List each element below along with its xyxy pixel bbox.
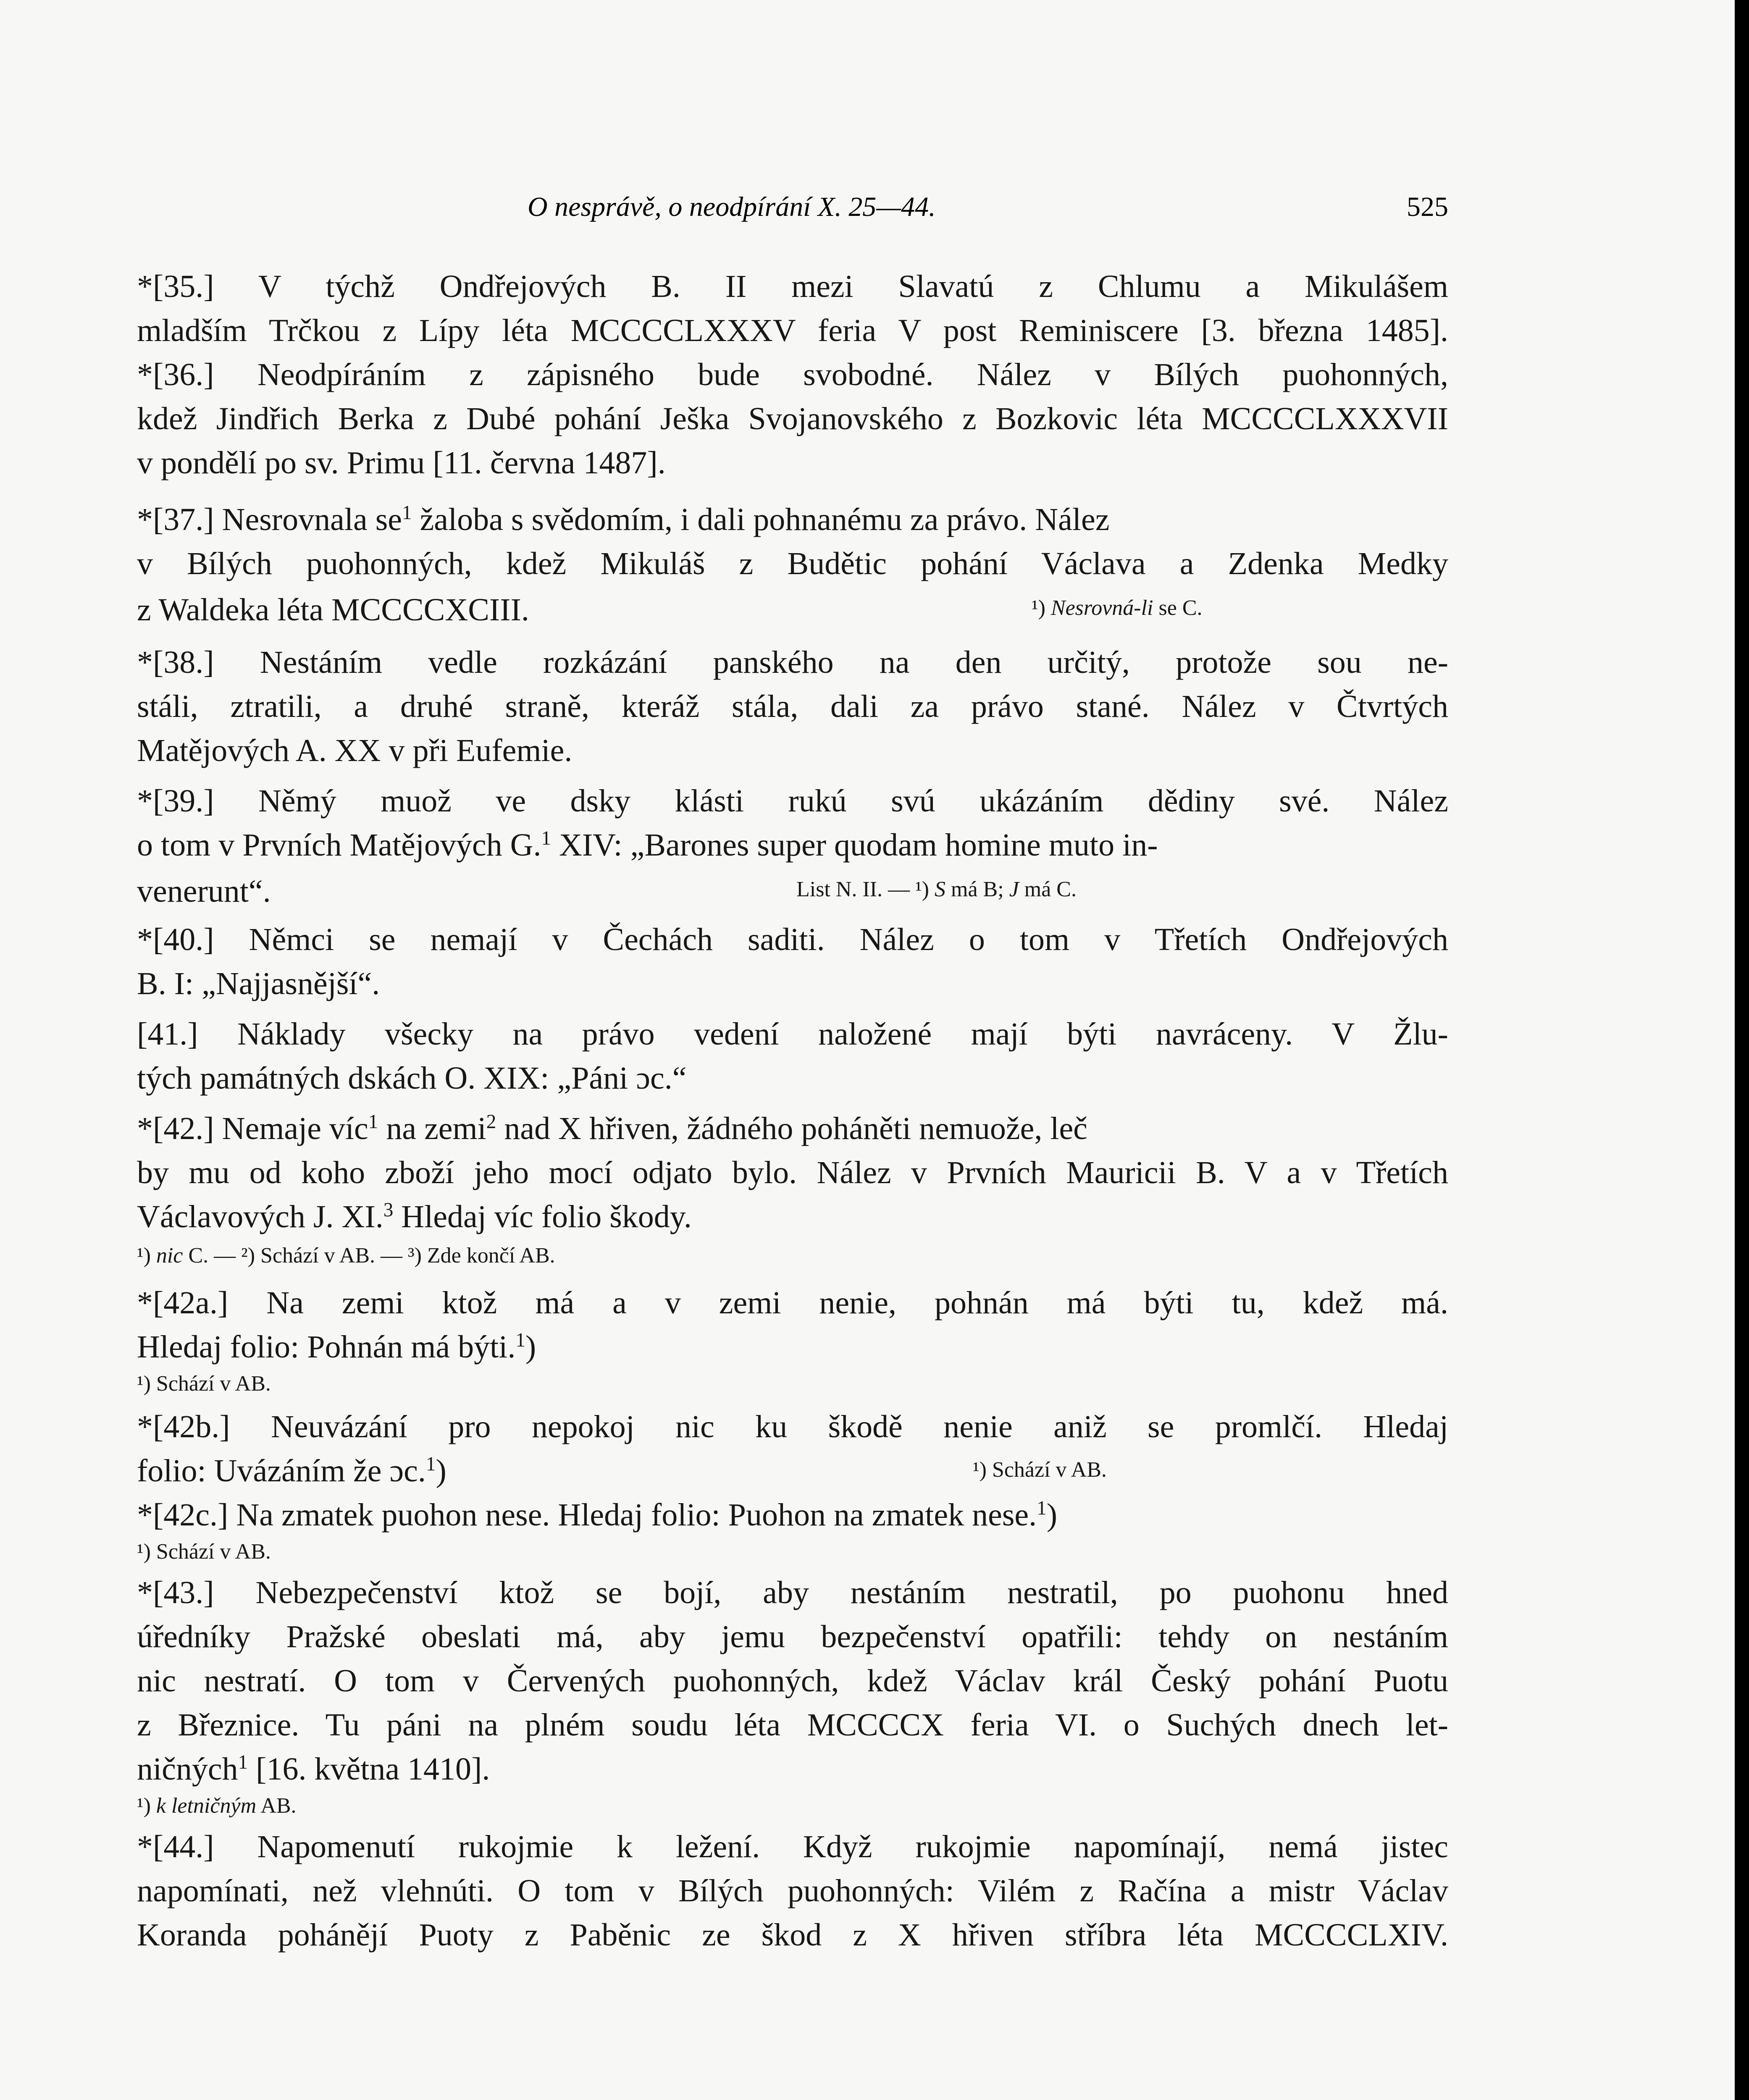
footnote-ref: 1 <box>1037 1497 1047 1520</box>
footnote-39-a: List N. II. — <box>796 877 910 901</box>
entry-43-line-5b: [16. května 1410]. <box>248 1751 490 1787</box>
footnote-42a-text: Schází v AB. <box>156 1372 271 1396</box>
footnote-43-a: k letničným <box>156 1794 257 1818</box>
footnote-marker: ³) <box>408 1244 422 1268</box>
entry-44-line-1: *[44.] Napomenutí rukojmie k ležení. Když rukojmie napomínají, nemá jistec <box>137 1829 1448 1864</box>
entry-35-line-2: mladším Trčkou z Lípy léta MCCCCLXXXV feria V post Reminiscere [3. března 1485]. <box>137 313 1448 348</box>
entry-42c-line-1b: ) <box>1046 1497 1058 1533</box>
entry-42a-line-1: *[42a.] Na zemi ktož má a v zemi nenie, pohnán má býti tu, kdež má. <box>137 1285 1448 1320</box>
page-number: 525 <box>1407 192 1448 222</box>
footnote-marker: ¹) <box>137 1794 151 1818</box>
entry-41-line-2: tých památných dskách O. XIX: „Páni ɔc.“ <box>137 1060 687 1096</box>
footnote-ref: 1 <box>425 1453 436 1475</box>
footnote-37-text: Nesrovná-li <box>1050 596 1153 620</box>
entry-40-line-2: B. I: „Najjasnější“. <box>137 966 380 1001</box>
entry-39-line-2a: o tom v Prvních Matějových G. <box>137 827 541 863</box>
footnote-39-e: má C. <box>1024 877 1077 901</box>
entry-43-line-4: z Březnice. Tu páni na plném soudu léta MCCCCX feria VI. o Suchých dnech let- <box>137 1707 1448 1743</box>
entry-40-line-1: *[40.] Němci se nemají v Čechách saditi. Nález o tom v Třetích Ondřejových <box>137 922 1448 957</box>
entry-43-line-5a: ničných <box>137 1751 238 1787</box>
footnote-ref: 1 <box>238 1751 248 1774</box>
entry-38-line-1: *[38.] Nestáním vedle rozkázání panského na den určitý, protože sou ne- <box>137 645 1448 680</box>
entry-37-line-1a: *[37.] Nesrovnala se <box>137 502 402 537</box>
entry-42b-line-2b: ) <box>436 1453 446 1488</box>
entry-42c-line-1 <box>137 1493 1448 1537</box>
footnote-42a <box>137 1367 271 1401</box>
entry-37-line-1b: žaloba s svědomím, i dali pohnanému za právo. Nález <box>412 502 1110 537</box>
footnote-39-d: J <box>1009 877 1019 901</box>
footnote-39-b: S <box>935 877 945 901</box>
entry-42b-line-2a: folio: Uvázáním že ɔc. <box>137 1453 426 1488</box>
footnote-ref: 1 <box>402 502 412 524</box>
footnote-marker: ¹) <box>915 877 929 901</box>
entry-39-line-2 <box>137 823 1448 867</box>
entry-43-line-5 <box>137 1747 1448 1791</box>
footnote-42-c: Schází v AB. — <box>260 1244 403 1268</box>
footnote-42c-text: Schází v AB. <box>156 1540 271 1564</box>
entry-37-line-2: v Bílých puohonných, kdež Mikuláš z Budětic pohání Václava a Zdenka Medky <box>137 546 1448 581</box>
entry-42-line-2: by mu od koho zboží jeho mocí odjato bylo. Nález v Prvních Mauricii B. V a v Třetích <box>137 1155 1448 1190</box>
entry-42a-line-2 <box>137 1325 1448 1369</box>
footnote-39 <box>796 877 1077 902</box>
entry-42-line-1b: na zemi <box>378 1111 486 1146</box>
entry-37-line-3: z Waldeka léta MCCCCXCIII. <box>137 592 529 627</box>
footnote-43 <box>137 1789 297 1823</box>
entry-37-line-1 <box>137 498 1448 542</box>
entry-38-line-3: Matějových A. XX v při Eufemie. <box>137 733 572 768</box>
entry-42a-line-2a: Hledaj folio: Pohnán má býti. <box>137 1329 516 1365</box>
footnote-ref: 3 <box>383 1199 394 1221</box>
entry-38-line-2: stáli, ztratili, a druhé straně, kteráž stála, dali za právo stané. Nález v Čtvrtých <box>137 689 1448 724</box>
footnote-43-b: AB. <box>260 1794 297 1818</box>
scan-edge <box>1735 0 1749 2100</box>
footnote-ref: 1 <box>515 1329 525 1352</box>
footnote-42-d: Zde končí AB. <box>427 1244 555 1268</box>
entry-42-line-1 <box>137 1107 1448 1151</box>
entry-39-line-1: *[39.] Němý muož ve dsky klásti rukú svú ukázáním dědiny své. Nález <box>137 783 1448 819</box>
entry-43-line-3: nic nestratí. O tom v Červených puohonných, kdež Václav král Český pohání Puotu <box>137 1663 1448 1698</box>
footnote-42 <box>137 1239 555 1273</box>
footnote-marker: ¹) <box>137 1540 151 1564</box>
footnote-marker: ¹) <box>973 1458 987 1482</box>
entry-35-line-1: *[35.] V týchž Ondřejových B. II mezi Slavatú z Chlumu a Mikulášem <box>137 269 1448 304</box>
footnote-ref: 1 <box>368 1111 378 1133</box>
footnote-42-b: C. — <box>188 1244 236 1268</box>
footnote-42b <box>973 1457 1107 1482</box>
entry-42-line-3a: Václavových J. XI. <box>137 1199 383 1234</box>
footnote-marker: ²) <box>241 1244 255 1268</box>
footnote-42b-text: Schází v AB. <box>992 1458 1107 1482</box>
footnote-marker: ¹) <box>1032 596 1045 620</box>
entry-42b-line-2 <box>137 1449 1448 1493</box>
footnote-42-a: nic <box>156 1244 183 1268</box>
running-title: O nesprávě, o neodpírání X. 25—44. <box>528 192 936 222</box>
footnote-37 <box>1032 596 1203 620</box>
entry-36-line-3: v pondělí po sv. Primu [11. června 1487]. <box>137 445 666 480</box>
footnote-marker: ¹) <box>137 1372 151 1396</box>
entry-42c-line-1a: *[42c.] Na zmatek puohon nese. Hledaj folio: Puohon na zmatek nese. <box>137 1497 1037 1533</box>
entry-36-line-1: *[36.] Neodpíráním z zápisného bude svobodné. Nález v Bílých puohonných, <box>137 357 1448 392</box>
entry-44-line-3: Koranda pohánějí Puoty z Paběnic ze škod z X hřiven stříbra léta MCCCCLXIV. <box>137 1917 1448 1953</box>
entry-42b-line-1: *[42b.] Neuvázání pro nepokoj nic ku škodě nenie aniž se promlčí. Hledaj <box>137 1409 1448 1444</box>
page-body <box>137 0 1448 2100</box>
entry-41-line-1: [41.] Náklady všecky na právo vedení naložené mají býti navráceny. V Žlu- <box>137 1016 1448 1052</box>
entry-39-line-2b: XIV: „Barones super quodam homine muto in- <box>551 827 1158 863</box>
entry-36-line-2: kdež Jindřich Berka z Dubé pohání Ješka Svojanovského z Bozkovic léta MCCCCLXXXVII <box>137 401 1448 436</box>
footnote-ref: 2 <box>486 1111 496 1133</box>
entry-42-line-3 <box>137 1195 1448 1239</box>
entry-39-line-3: venerunt“. <box>137 874 271 909</box>
footnote-42c <box>137 1535 271 1569</box>
entry-42-line-3b: Hledaj víc folio škody. <box>393 1199 692 1234</box>
footnote-ref: 1 <box>541 827 551 850</box>
entry-42-line-1a: *[42.] Nemaje víc <box>137 1111 368 1146</box>
footnote-marker: ¹) <box>137 1244 151 1268</box>
footnote-37-rest: se C. <box>1158 596 1203 620</box>
entry-43-line-2: úředníky Pražské obeslati má, aby jemu bezpečenství opatřili: tehdy on nestáním <box>137 1619 1448 1654</box>
footnote-39-c: má B; <box>951 877 1004 901</box>
entry-44-line-2: napomínati, než vlehnúti. O tom v Bílých puohonných: Vilém z Račína a mistr Václav <box>137 1873 1448 1908</box>
entry-43-line-1: *[43.] Nebezpečenství ktož se bojí, aby nestáním nestratil, po puohonu hned <box>137 1575 1448 1610</box>
entry-42a-line-2b: ) <box>525 1329 536 1365</box>
entry-42-line-1c: nad X hřiven, žádného poháněti nemuože, leč <box>496 1111 1087 1146</box>
